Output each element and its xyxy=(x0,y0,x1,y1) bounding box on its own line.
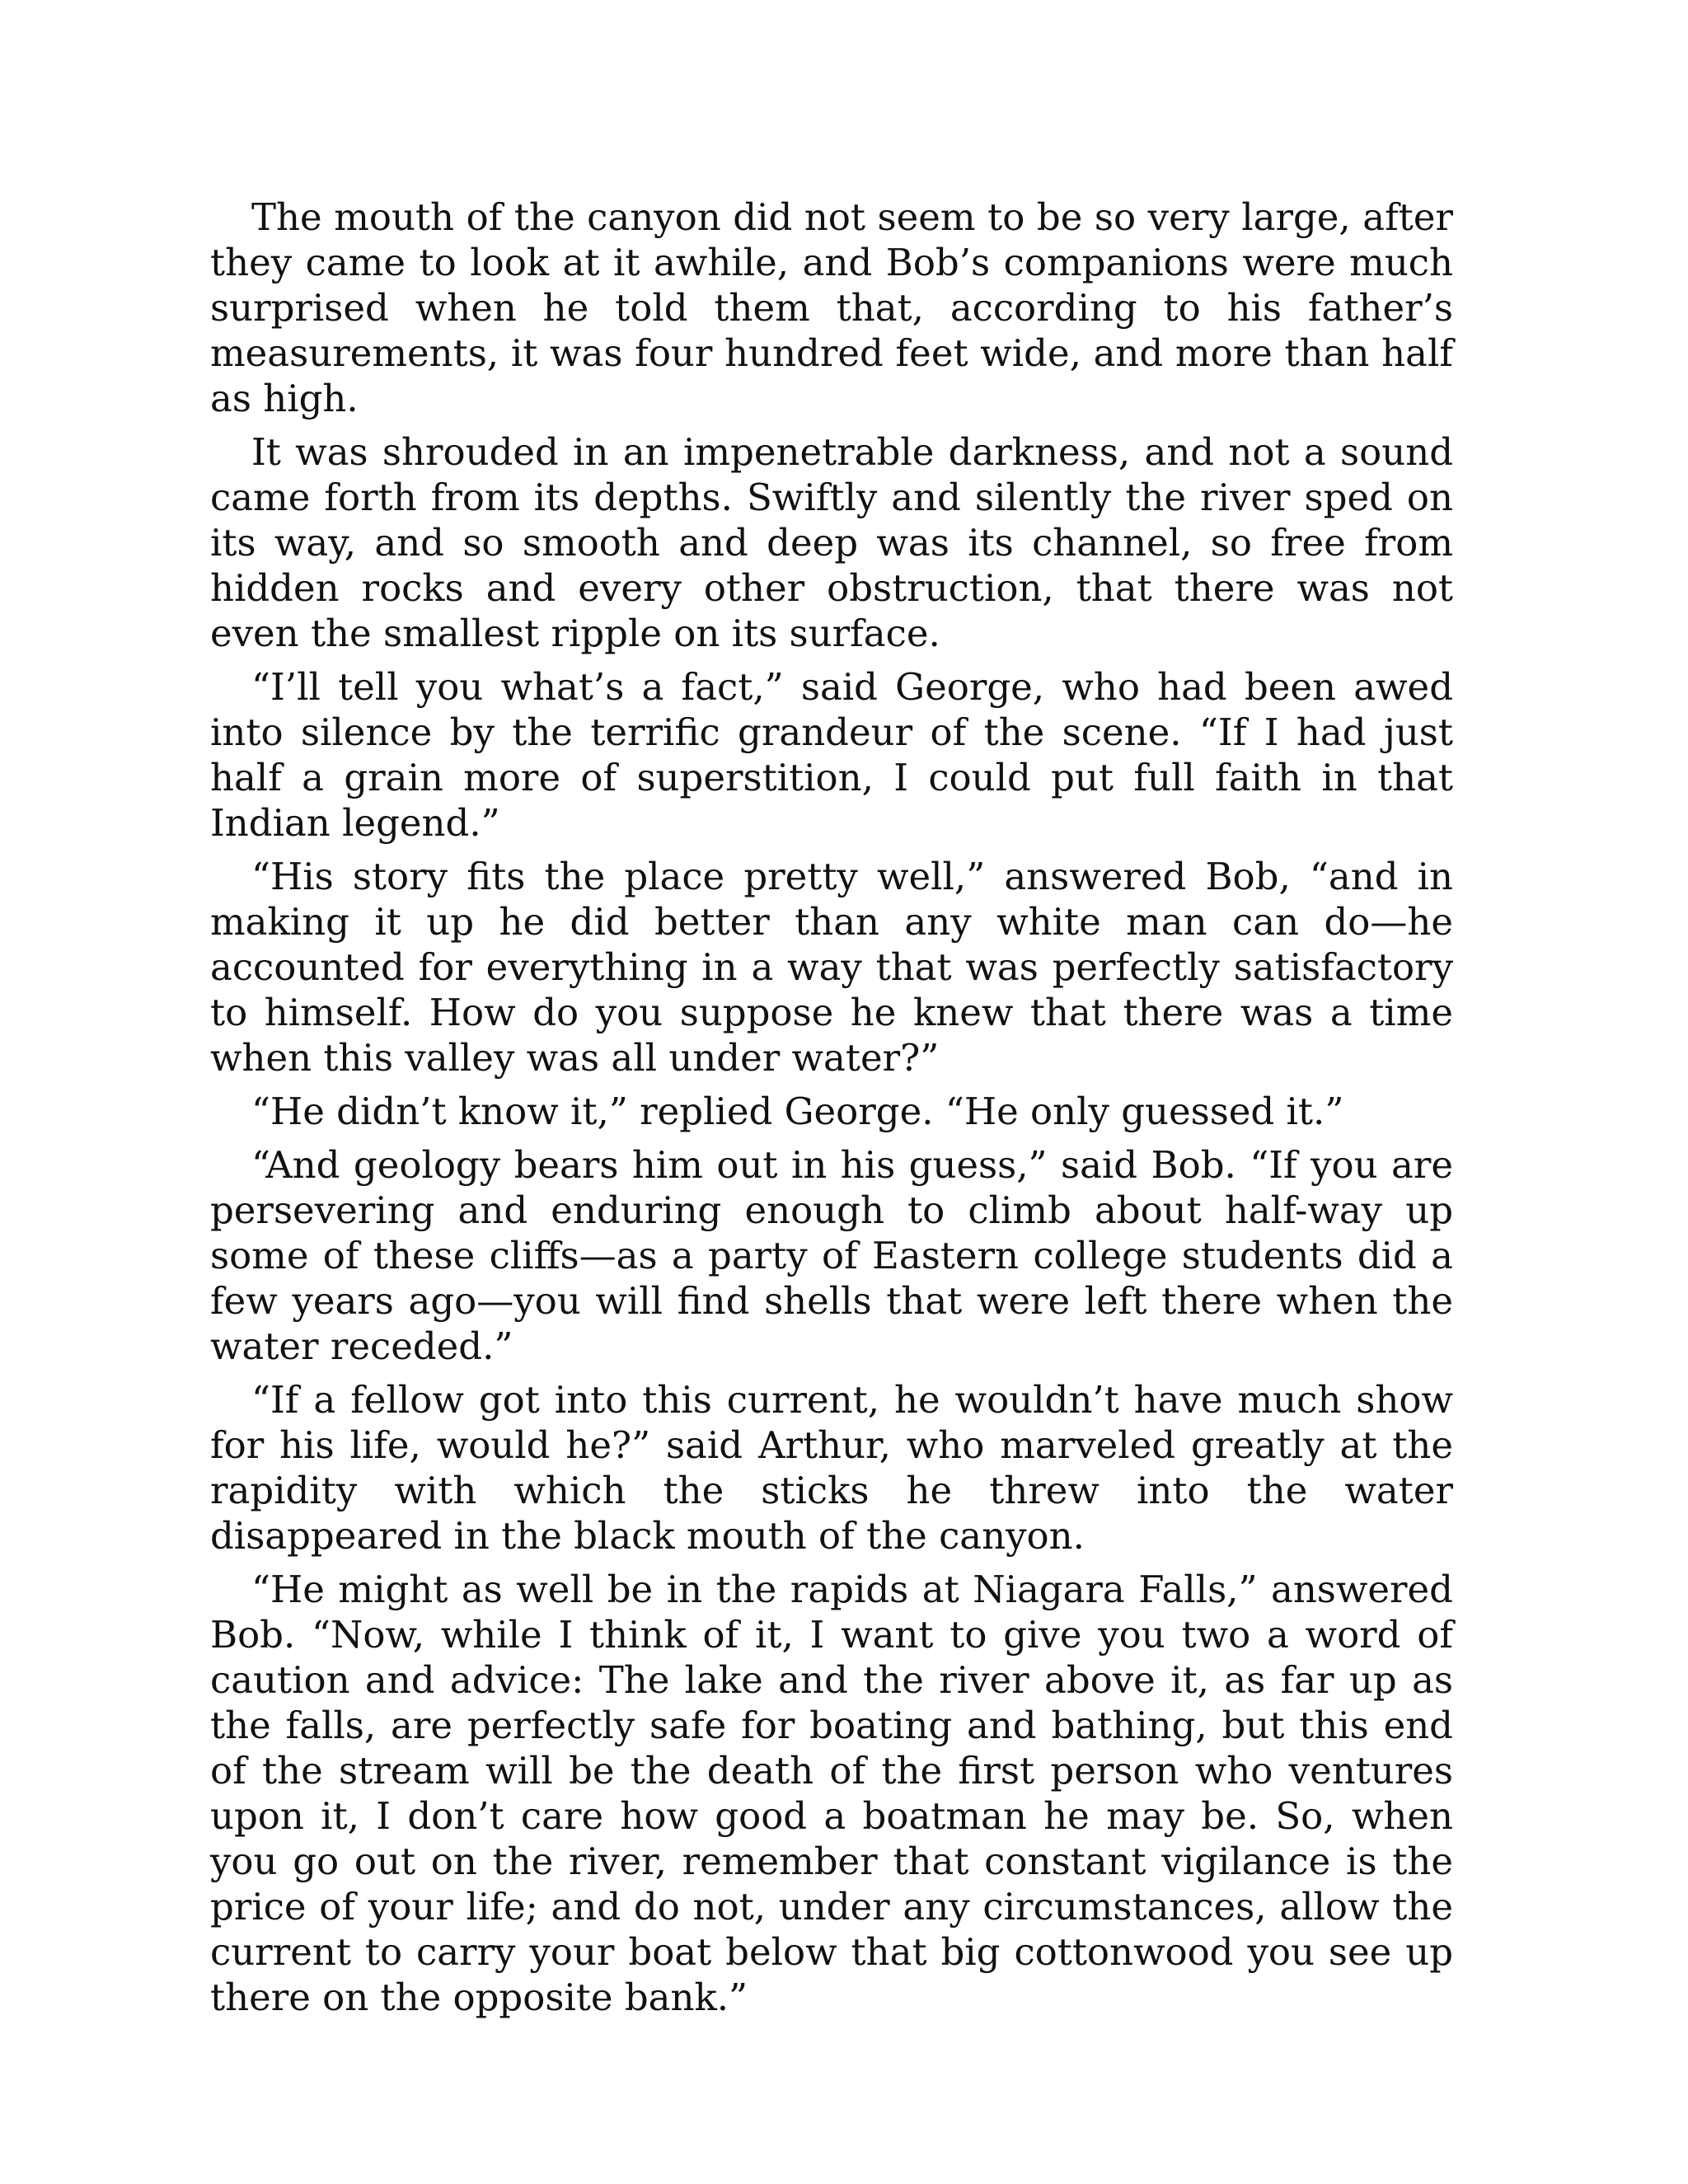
paragraph-7: “If a fellow got into this current, he wouldn’t have much show for his life, would he?” said Arthur, who marveled greatly at the rapidity with which the sticks he threw into the water disappeared in the black mouth of the canyon. xyxy=(210,1378,1453,1558)
paragraph-2: It was shrouded in an impenetrable darkness, and not a sound came forth from its depths. Swiftly and silently the river sped on its way, and so smooth and deep was its channel, so free from hidden rocks and every other obstruction, that there was not even the smallest ripple on its surface. xyxy=(210,430,1453,655)
paragraph-1: The mouth of the canyon did not seem to be so very large, after they came to look at it awhile, and Bob’s companions were much surprised when he told them that, according to his father’s measurements, it was four hundred feet wide, and more than half as high. xyxy=(210,195,1453,420)
paragraph-6: “And geology bears him out in his guess,” said Bob. “If you are persevering and enduring enough to climb about half-way up some of these cliffs—as a party of Eastern college students did a few years ago—you will find shells that were left there when the water receded.” xyxy=(210,1143,1453,1368)
paragraph-5: “He didn’t know it,” replied George. “He only guessed it.” xyxy=(251,1090,1344,1133)
paragraph-4: “His story fits the place pretty well,” answered Bob, “and in making it up he did better than any white man can do—he accounted for everything in a way that was perfectly satisfactory to himself. How do you suppose he knew that there was a time when this valley was all under water?” xyxy=(210,855,1453,1080)
paragraph-8: “He might as well be in the rapids at Niagara Falls,” answered Bob. “Now, while I think of it, I want to give you two a word of caution and advice: The lake and the river above it, as far up as the falls, are perfectly safe for boating and bathing, but this end of the stream will be the death of the first person who ventures upon it, I don’t care how good a boatman he may be. So, when you go out on the river, remember that constant vigilance is the price of your life; and do not, under any circumstances, allow the current to carry your boat below that big cottonwood you see up there on the opposite bank.” xyxy=(210,1568,1453,2019)
paragraph-3: “I’ll tell you what’s a fact,” said George, who had been awed into silence by the terrific grandeur of the scene. “If I had just half a grain more of superstition, I could put full faith in that Indian legend.” xyxy=(210,665,1453,845)
page-body xyxy=(210,194,1453,2028)
